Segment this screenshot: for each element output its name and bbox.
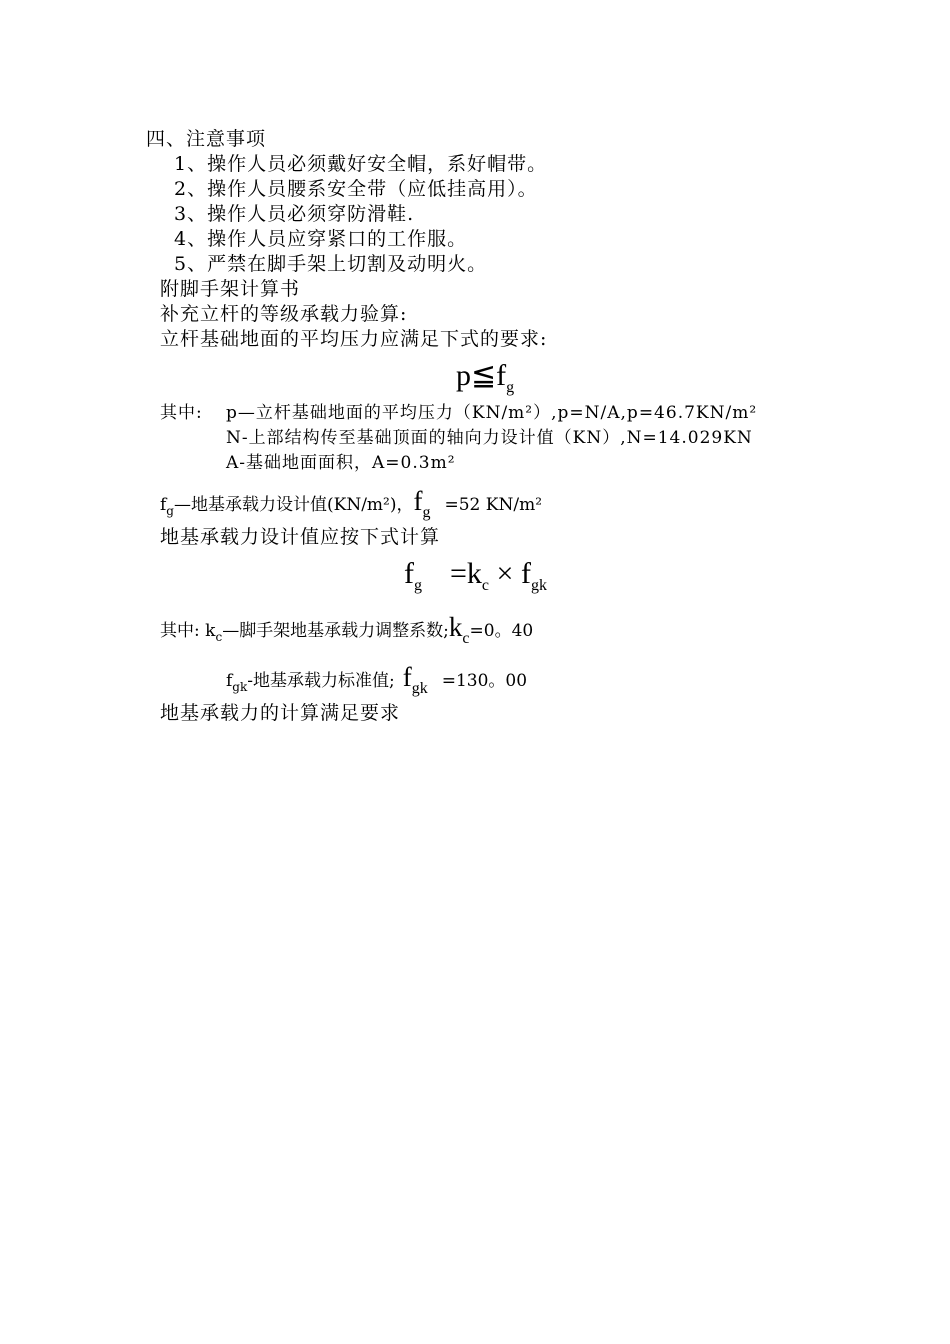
kc-symbol-large: k: [448, 612, 463, 642]
supplement-line: 补充立杆的等级承载力验算:: [160, 303, 408, 325]
formula2-sub-gk: gk: [530, 577, 547, 594]
note-item: 5、严禁在脚手架上切割及动明火。: [174, 253, 488, 275]
formula-rhs-sub: g: [506, 379, 515, 396]
formula-fg: [404, 557, 547, 596]
fg-sub: g: [166, 504, 174, 518]
kc-line: [160, 610, 533, 649]
fg-value: =52 KN/m²: [444, 495, 543, 515]
where-prefix: 其中:: [160, 403, 203, 423]
formula-rhs: f: [496, 359, 507, 392]
where-a-line: A-基础地面面积，A=0.3m²: [226, 453, 456, 473]
where-n-line: N-上部结构传至基础顶面的轴向力设计值（KN）,N=14.029KN: [226, 428, 753, 448]
fg-symbol: f: [160, 495, 167, 515]
fg-symbol-large: f: [413, 486, 423, 516]
kc-prefix: 其中:: [160, 621, 200, 641]
fg-line: [160, 484, 542, 523]
section-title: 四、注意事项: [146, 128, 267, 150]
note-item: 4、操作人员应穿紧口的工作服。: [174, 228, 468, 250]
fgk-sub-large: gk: [411, 680, 428, 697]
fgk-value: =130。00: [441, 671, 528, 691]
note-item: 3、操作人员必须穿防滑鞋.: [174, 203, 415, 225]
kc-value: =0。40: [469, 621, 534, 641]
fg-sub-large: g: [422, 504, 431, 521]
where-p-line: p—立杆基础地面的平均压力（KN/m²）,p=N/A,p=46.7KN/m²: [226, 403, 758, 423]
requirement-line: 立杆基础地面的平均压力应满足下式的要求:: [160, 328, 548, 350]
appendix-title: 附脚手架计算书: [160, 278, 301, 300]
fgk-line: [226, 660, 527, 699]
calc-line: 地基承载力设计值应按下式计算: [160, 526, 441, 548]
kc-sub: c: [215, 630, 223, 644]
formula2-sub-g: g: [414, 577, 422, 594]
conclusion: 地基承载力的计算满足要求: [160, 702, 401, 724]
formula2-sub-c: c: [481, 577, 490, 594]
formula2-f: f: [404, 557, 414, 590]
fg-desc: —地基承载力设计值(KN/m²)，: [173, 495, 414, 515]
kc-desc: —脚手架地基承载力调整系数;: [222, 621, 449, 641]
fgk-sub: gk: [232, 680, 248, 694]
fgk-symbol-large: f: [402, 662, 412, 692]
formula-lhs: p: [456, 359, 471, 392]
fgk-symbol: f: [226, 671, 233, 691]
kc-symbol: k: [205, 621, 216, 641]
note-item: 2、操作人员腰系安全带（应低挂高用）。: [174, 178, 538, 200]
formula2-times: × f: [489, 557, 531, 590]
formula-op: ≦: [471, 359, 497, 392]
kc-sub-large: c: [462, 630, 470, 647]
fgk-desc: -地基承载力标准值;: [247, 671, 395, 691]
formula-inequality: [456, 359, 514, 398]
note-item: 1、操作人员必须戴好安全帽，系好帽带。: [174, 153, 548, 175]
formula2-eq: =k: [450, 557, 482, 590]
